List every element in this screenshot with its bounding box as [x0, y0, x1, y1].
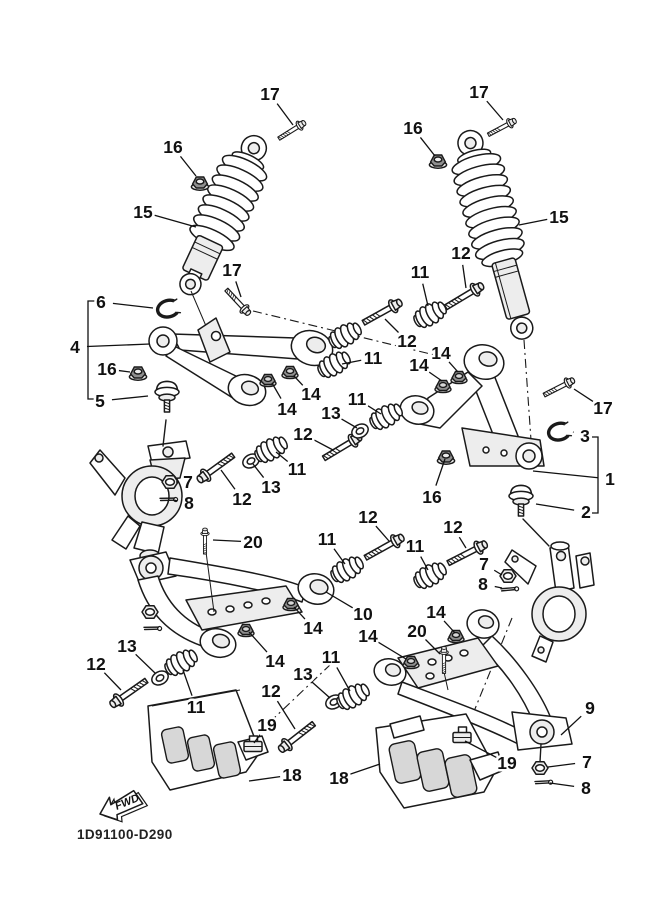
- callout-label-13: 13: [293, 664, 313, 684]
- snap-ring-6: [156, 298, 181, 319]
- callout-label-12: 12: [358, 507, 378, 527]
- callout-leader-15: [155, 215, 196, 227]
- bolt-12: [275, 718, 318, 756]
- callout-label-12: 12: [261, 681, 281, 701]
- nut-14: [448, 631, 464, 643]
- nut-14: [451, 372, 467, 384]
- callout-label-17: 17: [469, 82, 489, 102]
- callout-label-11: 11: [405, 536, 425, 556]
- callout-leader-14: [249, 632, 267, 652]
- callout-leader-14: [272, 383, 281, 399]
- nut-7: [142, 606, 158, 618]
- bolt-12: [107, 675, 150, 711]
- callout-label-16: 16: [403, 118, 423, 138]
- bushing-11: [333, 679, 372, 713]
- callout-label-14: 14: [409, 355, 429, 375]
- ball-joint-5: [155, 381, 179, 412]
- callout-label-13: 13: [117, 636, 137, 656]
- callout-label-9: 9: [585, 698, 595, 718]
- nut-16: [191, 177, 208, 190]
- callout-leader-17: [236, 281, 241, 297]
- callout-label-19: 19: [497, 753, 517, 773]
- callout-bracket: [88, 301, 96, 399]
- callout-label-17: 17: [260, 84, 280, 104]
- bushing-11: [327, 552, 366, 586]
- callout-label-14: 14: [301, 384, 321, 404]
- callout-leader-18: [350, 764, 380, 774]
- callout-leader-20: [213, 540, 241, 541]
- callout-label-11: 11: [317, 529, 337, 549]
- callout-label-14: 14: [303, 618, 323, 638]
- callout-label-16: 16: [422, 487, 442, 507]
- callout-leader-15: [519, 219, 547, 225]
- fwd-label: FWD: [113, 792, 142, 813]
- callout-leader-13: [136, 654, 155, 673]
- left-lower-arm: [130, 552, 337, 661]
- callout-label-11: 11: [321, 647, 341, 667]
- callout-label-12: 12: [443, 517, 463, 537]
- callout-label-7: 7: [582, 752, 592, 772]
- callout-label-8: 8: [184, 493, 194, 513]
- bushing-11: [410, 297, 449, 331]
- cotter-pin-8: [501, 585, 519, 593]
- callout-label-10: 10: [353, 604, 373, 624]
- callout-leader-16: [119, 371, 130, 372]
- callout-label-15: 15: [549, 207, 569, 227]
- callout-leader-17: [277, 104, 293, 125]
- callout-label-12: 12: [293, 424, 313, 444]
- nut-14: [435, 381, 451, 393]
- callout-label-14: 14: [265, 651, 285, 671]
- bolt-17: [276, 118, 308, 143]
- callout-label-11: 11: [410, 262, 430, 282]
- bolt-17: [222, 286, 253, 318]
- callout-leader-1: [533, 471, 598, 478]
- callout-leader-14: [449, 362, 458, 372]
- bolt-12: [194, 450, 237, 487]
- callout-leader-8: [550, 783, 574, 786]
- left-knuckle: [90, 441, 190, 570]
- callout-label-18: 18: [282, 765, 302, 785]
- callout-label-13: 13: [261, 477, 281, 497]
- callout-label-8: 8: [478, 574, 488, 594]
- callout-label-2: 2: [581, 502, 591, 522]
- nut-16: [429, 155, 446, 168]
- callout-label-8: 8: [581, 778, 591, 798]
- callout-label-11: 11: [287, 459, 307, 479]
- bolt-12: [442, 279, 486, 313]
- callout-label-11: 11: [347, 389, 367, 409]
- callout-label-14: 14: [426, 602, 446, 622]
- callout-label-17: 17: [222, 260, 242, 280]
- nut-16: [129, 367, 146, 380]
- callout-label-17: 17: [593, 398, 613, 418]
- callout-leader-12: [277, 701, 295, 729]
- callout-leader-17: [574, 389, 593, 401]
- callout-label-18: 18: [329, 768, 349, 788]
- nut-16: [437, 451, 454, 464]
- callout-leader-14: [444, 621, 455, 633]
- callout-leader-13: [312, 682, 330, 698]
- callout-label-20: 20: [407, 621, 427, 641]
- callout-leader-12: [104, 673, 121, 690]
- callout-label-1: 1: [605, 469, 615, 489]
- diagram-code: 1D91100-D290: [77, 827, 173, 842]
- fwd-direction-arrow: [96, 785, 150, 828]
- callout-leader-12: [463, 265, 466, 288]
- snap-ring-3: [547, 421, 572, 442]
- callout-leader-13: [341, 419, 357, 428]
- callout-leader-6: [113, 303, 153, 308]
- callout-label-20: 20: [243, 532, 263, 552]
- callout-label-16: 16: [163, 137, 183, 157]
- callout-leader-12: [221, 470, 235, 489]
- callout-label-7: 7: [479, 554, 489, 574]
- callout-label-16: 16: [97, 359, 117, 379]
- callout-leader-13: [253, 464, 264, 478]
- nut-7: [500, 570, 516, 582]
- callout-label-14: 14: [358, 626, 378, 646]
- callout-label-15: 15: [133, 202, 153, 222]
- callout-label-14: 14: [277, 399, 297, 419]
- bolt-17: [542, 375, 577, 400]
- callout-leader-18: [249, 777, 280, 781]
- callout-label-12: 12: [86, 654, 106, 674]
- callout-label-7: 7: [183, 472, 193, 492]
- callout-label-12: 12: [451, 243, 471, 263]
- bolt-12: [360, 296, 405, 329]
- right-knuckle: [505, 542, 594, 662]
- callout-label-3: 3: [580, 426, 590, 446]
- callout-label-12: 12: [232, 489, 252, 509]
- callout-leader-7: [494, 570, 502, 575]
- callout-label-4: 4: [70, 337, 80, 357]
- cotter-pin-8: [144, 623, 162, 633]
- callout-label-11: 11: [186, 697, 206, 717]
- callout-leader-11: [183, 670, 192, 696]
- callout-label-13: 13: [321, 403, 341, 423]
- callout-leader-16: [420, 137, 435, 156]
- callout-leader-8: [173, 500, 177, 501]
- callout-leader-11: [337, 667, 350, 691]
- nut-7: [162, 476, 178, 488]
- callout-label-14: 14: [431, 343, 451, 363]
- right-shock-absorber: [442, 124, 550, 346]
- nut-7: [532, 762, 548, 774]
- callout-label-5: 5: [95, 391, 105, 411]
- ball-joint-2: [509, 485, 533, 516]
- callout-leader-7: [548, 764, 575, 767]
- callout-leader-12: [314, 440, 333, 450]
- callout-leader-11: [423, 284, 428, 306]
- bushing-11: [366, 399, 405, 433]
- callout-leader-16: [180, 156, 196, 176]
- callout-label-6: 6: [96, 292, 106, 312]
- callout-leader-14: [429, 372, 442, 381]
- cotter-pin-8: [535, 778, 553, 787]
- callout-leader-8: [495, 586, 502, 588]
- callout-leader-5: [112, 396, 148, 400]
- callout-leader-12: [376, 526, 389, 541]
- callout-leader-4: [87, 344, 150, 347]
- bolt-20: [201, 528, 209, 554]
- callout-label-11: 11: [363, 348, 383, 368]
- callout-label-19: 19: [257, 715, 277, 735]
- callout-leader-14: [378, 642, 406, 659]
- callout-leader-17: [487, 101, 503, 120]
- callout-bracket: [592, 437, 598, 513]
- callout-leader-12: [459, 537, 466, 548]
- callout-leader-2: [536, 504, 574, 510]
- bushing-11: [410, 558, 449, 592]
- callout-label-12: 12: [397, 331, 417, 351]
